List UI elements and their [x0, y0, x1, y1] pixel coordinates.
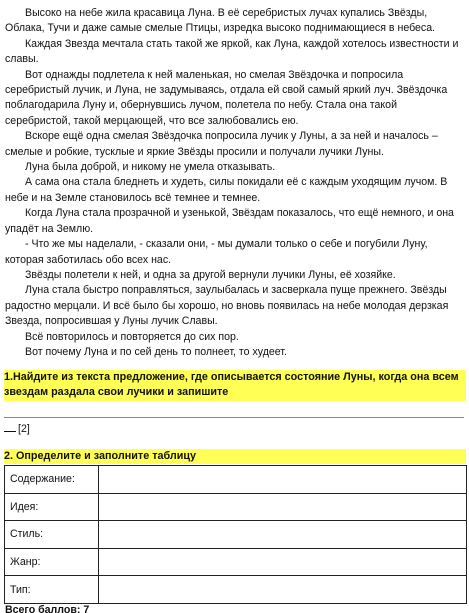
table-label: Содержание:: [5, 466, 99, 494]
answer-line[interactable]: [4, 417, 464, 418]
task-1-score-value: [2]: [18, 423, 30, 435]
table-row: [5, 466, 467, 494]
story-paragraph: Высоко на небе жила красавица Луна. В её серебристых лучах купались Звёзды, Облака, Тучи и даже самые смелые Птицы, изредка высоко поднимающиеся в небеса.: [5, 7, 436, 35]
table-label: Идея:: [5, 493, 99, 521]
total-score: Всего баллов: 7: [5, 604, 90, 613]
table-label: Стиль:: [5, 521, 99, 549]
story-paragraph: Вскоре ещё одна смелая Звёздочка попросила лучик у Луны, а за ней и началось – смелые и робкие, тусклые и яркие Звёзды просили и получали лучики Луны.: [5, 130, 438, 158]
table-answer-cell[interactable]: [99, 576, 467, 604]
table-label: Жанр:: [5, 548, 99, 576]
table-answer-cell[interactable]: [99, 548, 467, 576]
task-2-heading: 2. Определите и заполните таблицу: [4, 449, 466, 464]
table-answer-cell[interactable]: [99, 466, 467, 494]
story-paragraph: Всё повторилось и повторяется до сих пор.: [25, 330, 239, 343]
analysis-table: [4, 465, 467, 604]
task-1-score: [4, 422, 30, 436]
table-answer-cell[interactable]: [99, 493, 467, 521]
story-paragraph: - Что же мы наделали, - сказали они, - мы думали только о себе и погубили Луну, которая заботилась обо всех нас.: [5, 238, 428, 266]
story-paragraph: Вот однажды подлетела к ней маленькая, но смелая Звёздочка и попросила серебристый лучик, и Луна, не задумываясь, отдала ей свой самый яркий луч. Звёздочка поблагодарила Луну и, обернувшись лучом, полетела по небу. Стала она такой серебристой, такой мерцающей, что все залюбовались ею.: [5, 68, 448, 127]
story-text: [5, 6, 465, 360]
score-blank: [4, 431, 16, 432]
table-row: [5, 521, 467, 549]
table-row: [5, 548, 467, 576]
story-paragraph: Когда Луна стала прозрачной и узенькой, Звёздам показалось, что ещё немного, и она упадёт на Землю.: [5, 207, 454, 235]
story-paragraph: Каждая Звезда мечтала стать такой же яркой, как Луна, каждой хотелось известности и славы.: [5, 37, 459, 66]
table-row: [5, 493, 467, 521]
story-paragraph: Вот почему Луна и по сей день то полнеет, то худеет.: [25, 345, 287, 358]
story-paragraph: Звёзды полетели к ней, и одна за другой вернули лучики Луны, её хозяйке.: [25, 268, 396, 281]
story-paragraph: Луна была доброй, и никому не умела отказывать.: [25, 161, 276, 174]
table-row: [5, 576, 467, 604]
table-answer-cell[interactable]: [99, 521, 467, 549]
table-label: Тип:: [5, 576, 99, 604]
task-1-heading: 1.Найдите из текста предложение, где описывается состояние Луны, когда она всем звездам раздала свои лучики и запишите: [4, 370, 466, 401]
story-paragraph: Луна стала быстро поправляться, заулыбалась и засверкала пуще прежнего. Звёзды радостно мерцали. И всё было бы хорошо, но вновь появилась на небе молодая дерзкая Звезда, попросившая у Луны лучик Славы.: [5, 284, 449, 328]
story-paragraph: А сама она стала бледнеть и худеть, силы покидали её с каждым уходящим лучом. В небе и на Земле становилось всё темнее и темнее.: [5, 176, 448, 204]
